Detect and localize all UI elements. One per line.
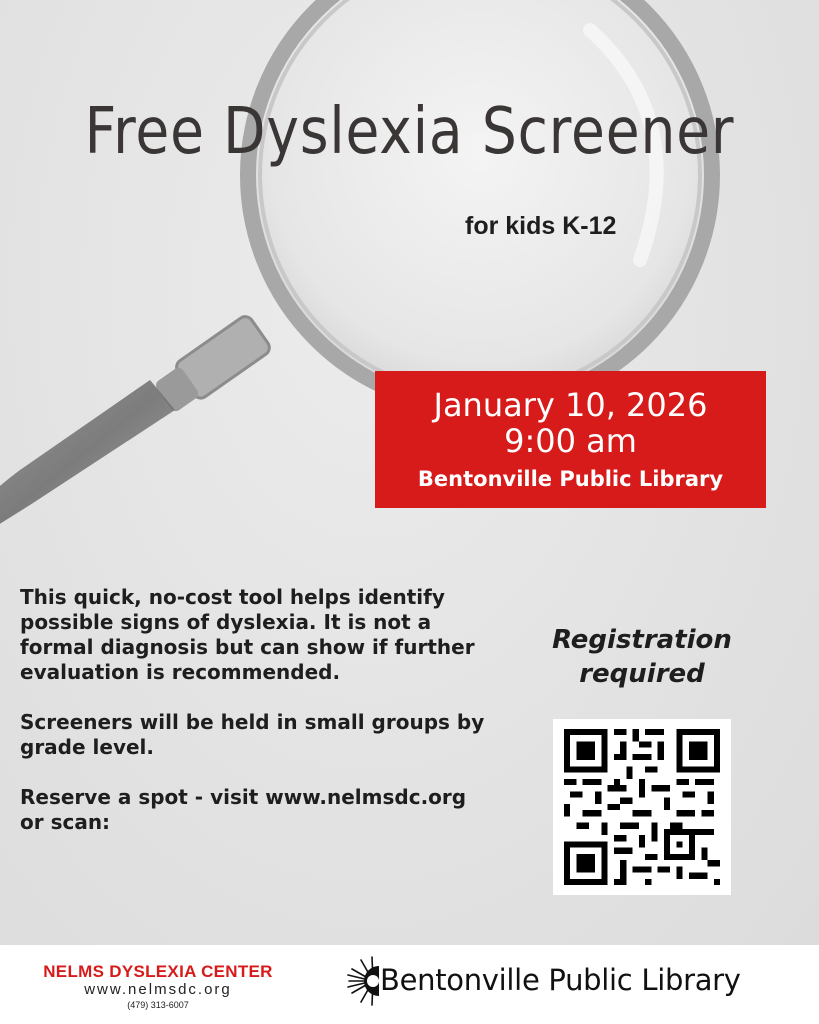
description-paragraph: Screeners will be held in small groups by grade level. <box>20 710 485 759</box>
qr-code[interactable] <box>553 719 731 895</box>
library-name: Bentonville Public Library <box>380 963 741 997</box>
qr-code-pattern <box>563 729 721 885</box>
event-details-box <box>375 371 766 508</box>
registration-line: required <box>579 659 705 689</box>
description-paragraph: This quick, no-cost tool helps identify possible signs of dyslexia. It is not a formal diagnosis but can show if further evaluation is recommended. <box>20 585 475 684</box>
footer <box>0 945 819 1024</box>
nelms-org-name: NELMS DYSLEXIA CENTER <box>43 962 273 981</box>
poster-subtitle: for kids K-12 <box>465 212 617 240</box>
nelms-website-link[interactable]: www.nelmsdc.org <box>84 981 232 998</box>
event-location: Bentonville Public Library <box>417 467 724 491</box>
nelms-phone: (479) 313-6007 <box>127 1000 189 1010</box>
event-date: January 10, 2026 <box>433 386 708 424</box>
registration-note <box>522 623 762 691</box>
library-sun-logo <box>345 955 385 1007</box>
poster-title: Free Dyslexia Screener <box>84 95 735 169</box>
registration-line: Registration <box>552 625 732 655</box>
description <box>20 585 490 860</box>
reserve-instructions: Reserve a spot - visit www.nelmsdc.org or scan: <box>20 785 467 834</box>
event-time: 9:00 am <box>504 422 637 460</box>
